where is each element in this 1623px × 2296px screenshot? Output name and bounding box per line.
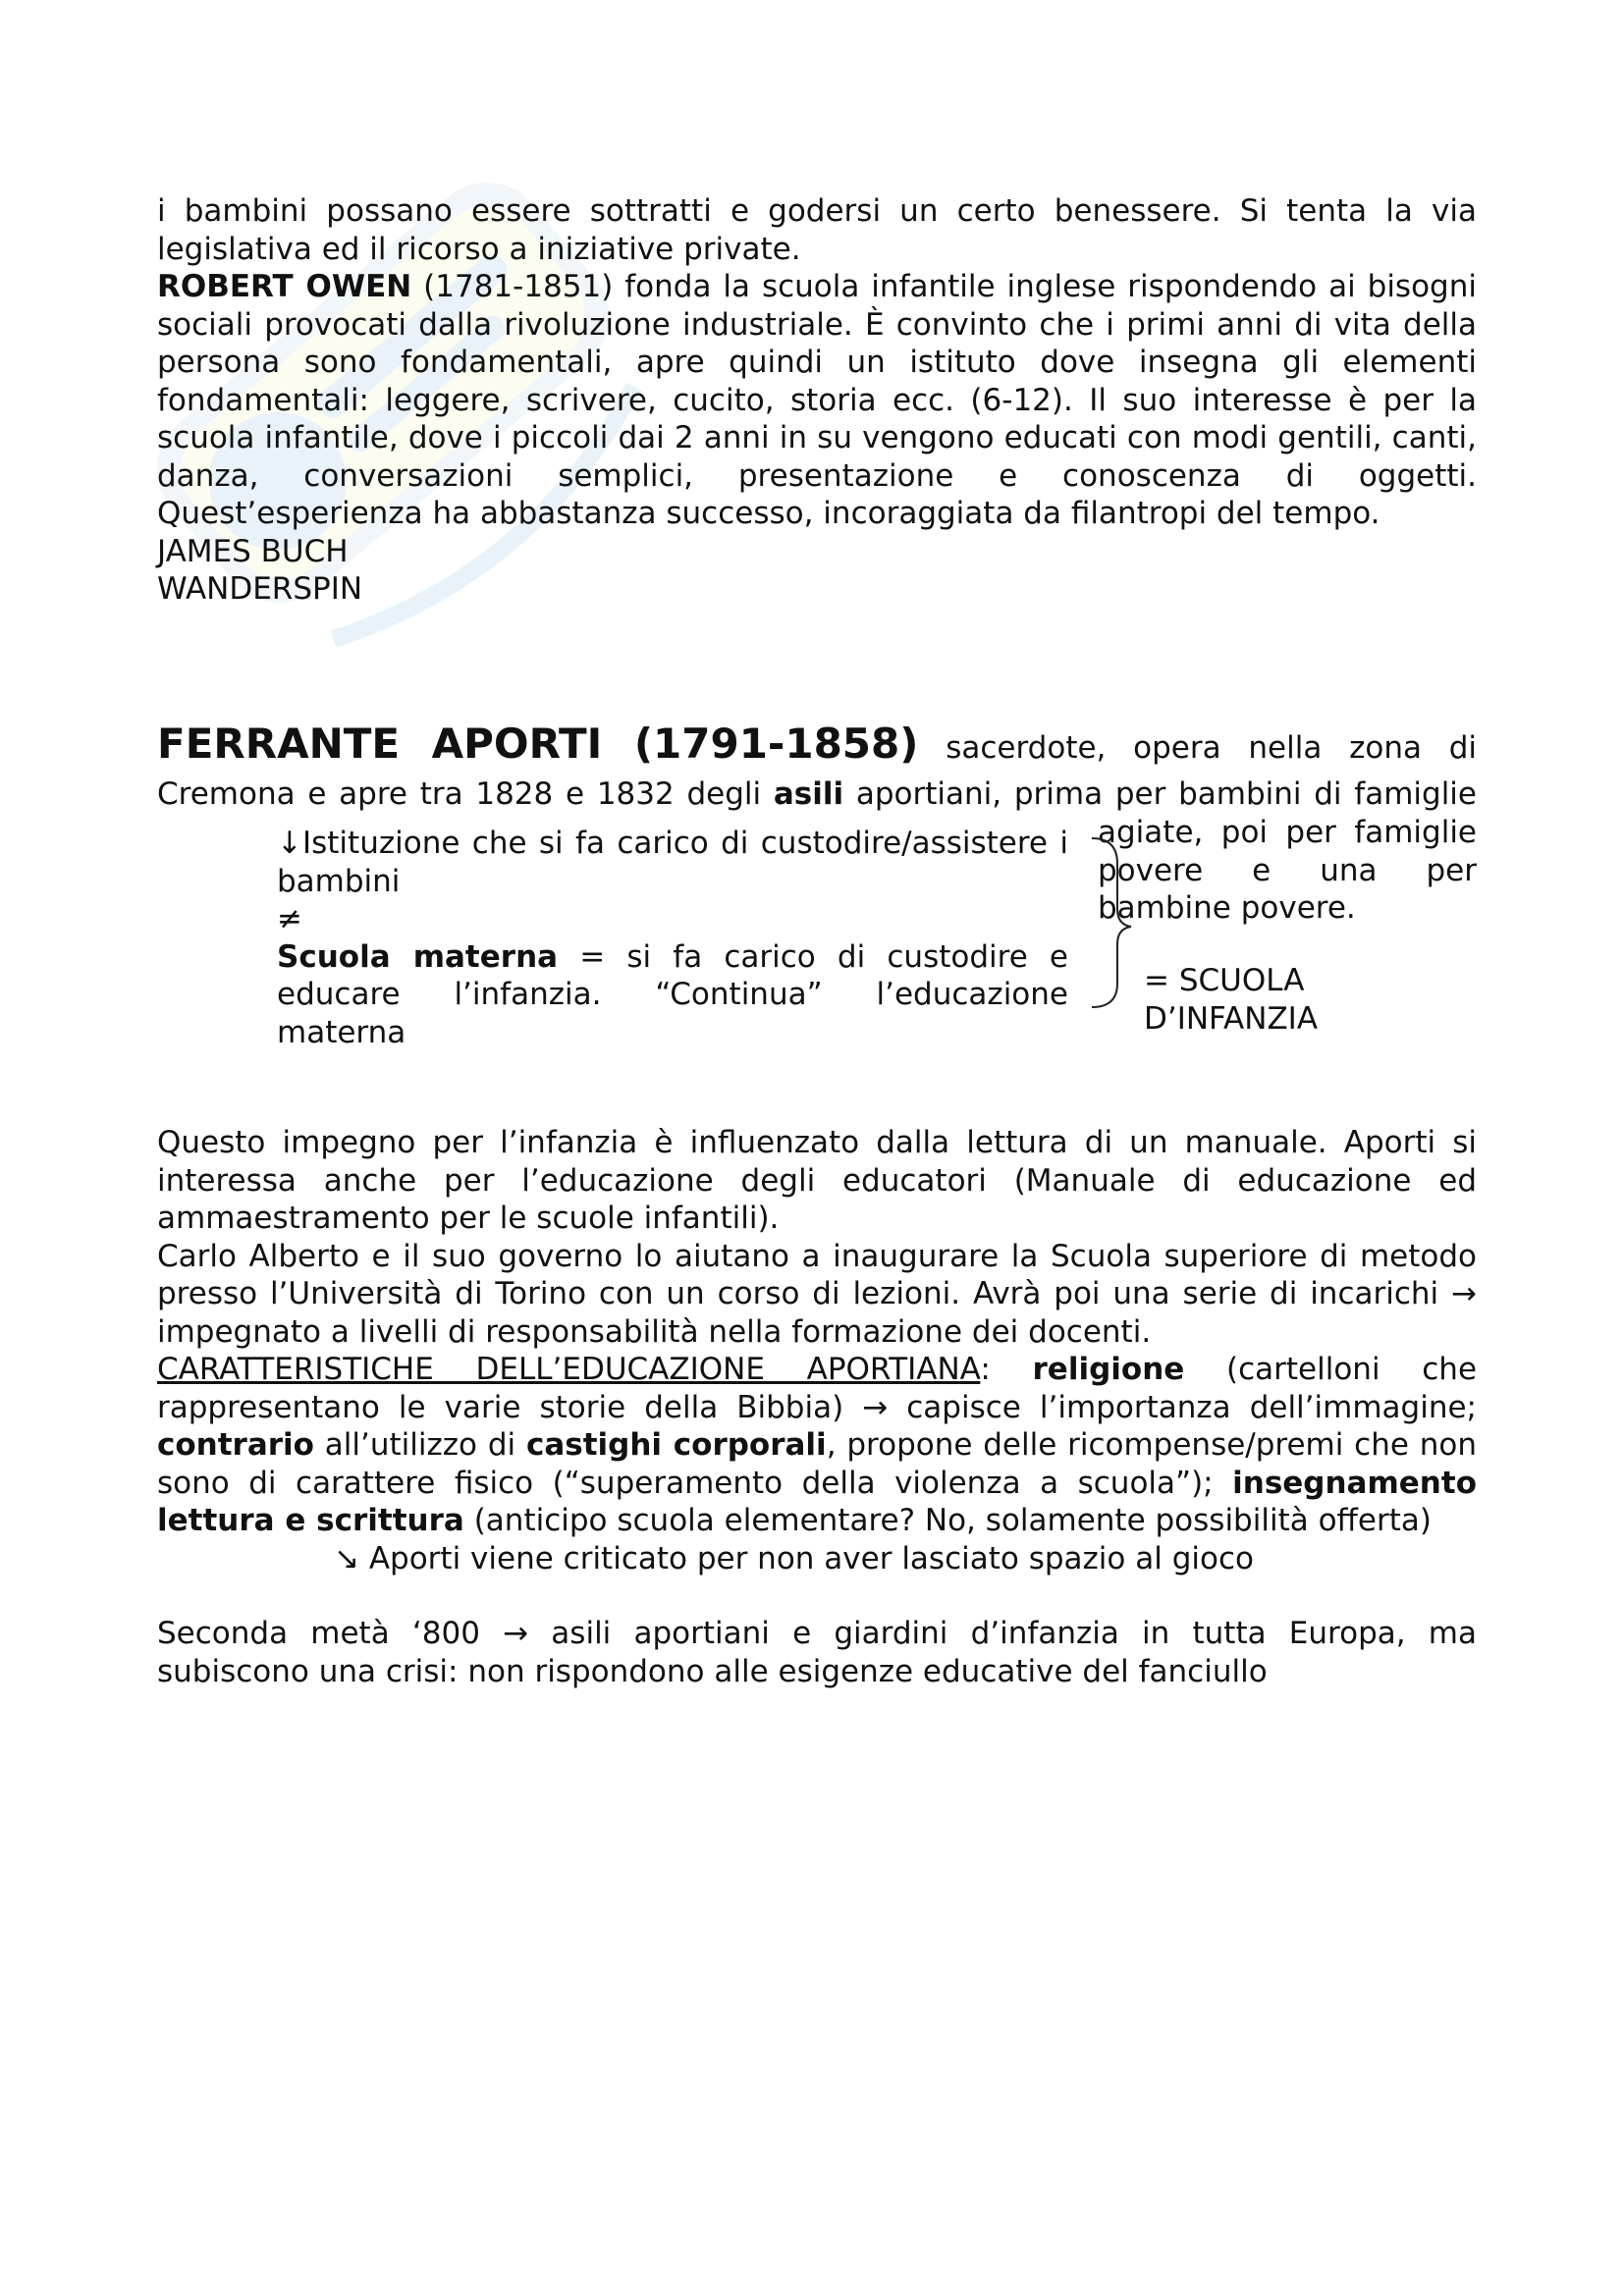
insegnamento-word: insegnamento lettura e scrittura [157, 1465, 1477, 1538]
aporti-line2-a: Cremona e apre tra 1828 e 1832 degli [157, 776, 762, 812]
scuola-materna: Scuola materna [277, 938, 559, 975]
aporti-heading-row [157, 721, 1477, 771]
contrario-word: contrario [157, 1427, 314, 1463]
owen-paragraph [157, 268, 1477, 609]
curly-bracket-icon [1084, 834, 1133, 1011]
scuola-infanzia-label [1144, 962, 1360, 1038]
box-line2-rest: = si fa carico di custodire e educare l’infanzia. “Continua” l’educazione materna [277, 938, 1069, 1050]
asili-word: asili [773, 776, 844, 812]
impegno-para1: Questo impegno per l’infanzia è influenzato dalla lettura di un manuale. Aporti si interessa anche per l’educazione degli educatori (Manuale di educazione ed ammaestramento per le scuole infantili). [157, 1125, 1477, 1236]
wanderspin: WANDERSPIN [157, 571, 363, 607]
critica-line: ↘ Aporti viene criticato per non aver lasciato spazio al gioco [334, 1540, 1254, 1576]
aporti-right-column [1098, 814, 1477, 928]
caratteristiche-t3: , propone delle ricompense/premi che non sono di carattere fisico (“superamento della violenza a scuola”); [157, 1427, 1478, 1501]
caratteristiche-colon: : [980, 1352, 991, 1387]
seconda-text: Seconda metà ‘800 → asili aportiani e giardini d’infanzia in tutta Europa, ma subiscono una crisi: non rispondono alle esigenze educative del fanciullo [157, 1616, 1477, 1689]
james-buch: JAMES BUCH [157, 533, 349, 569]
seconda-paragraph [157, 1615, 1477, 1690]
box-line2 [277, 938, 1068, 1052]
right-column-text: agiate, poi per famiglie povere e una per bambine povere. [1098, 815, 1477, 926]
caratteristiche-t2: all’utilizzo di [324, 1427, 516, 1463]
impegno-section [157, 1124, 1477, 1577]
owen-text [157, 268, 1477, 533]
caratteristiche-para [157, 1351, 1477, 1540]
castighi-word: castighi corporali [525, 1427, 827, 1463]
definition-box [277, 825, 1069, 1050]
aporti-heading-line [157, 721, 1477, 771]
aporti-line2 [157, 775, 1477, 814]
scuola-infanzia-text: = SCUOLA D’INFANZIA [1144, 963, 1319, 1037]
religione-word: religione [1032, 1352, 1185, 1387]
caratteristiche-t1: (cartelloni che rappresentano le varie storie della Bibbia) → capisce l’importanza dell’immagine; [157, 1352, 1478, 1425]
box-line1: ↓Istituzione che si fa carico di custodire/assistere i bambini [277, 826, 1068, 899]
caratteristiche-heading: CARATTERISTICHE DELL’EDUCAZIONE APORTIANA [157, 1352, 981, 1387]
aporti-heading-rest: sacerdote, opera nella zona di [946, 730, 1478, 766]
aporti-heading: FERRANTE APORTI (1791-1858) [157, 720, 919, 768]
intro-paragraph [157, 192, 1477, 268]
aporti-line2-b: aportiani, prima per bambini di famiglie [855, 776, 1477, 812]
owen-name: ROBERT OWEN [157, 269, 412, 304]
intro-text: i bambini possano essere sottratti e godersi un certo benessere. Si tenta la via legislativa ed il ricorso a iniziative private. [157, 193, 1477, 267]
box-neq: ≠ [277, 901, 302, 936]
caratteristiche-t4: (anticipo scuola elementare? No, solamente possibilità offerta) [473, 1503, 1432, 1538]
owen-body: (1781-1851) fonda la scuola infantile inglese rispondendo ai bisogni sociali provocati dalla rivoluzione industriale. È convinto che i primi anni di vita della persona sono fondamentali, apre quindi un istituto dove insegna gli elementi fondamentali: leggere, scrivere, cucito, storia ecc. (6-12). Il suo interesse è per la scuola infantile, dove i piccoli dai 2 anni in su vengono educati con modi gentili, canti, danza, conversazioni semplici, presentazione e conoscenza di oggetti. Quest’esperienza ha abbastanza successo, incoraggiata da filantropi del tempo. [157, 269, 1477, 531]
impegno-para2: Carlo Alberto e il suo governo lo aiutano a inaugurare la Scuola superiore di metodo presso l’Università di Torino con un corso di lezioni. Avrà poi una serie di incarichi → impegnato a livelli di responsabilità nella formazione dei docenti. [157, 1238, 1477, 1350]
aporti-line2-text [157, 775, 1477, 814]
